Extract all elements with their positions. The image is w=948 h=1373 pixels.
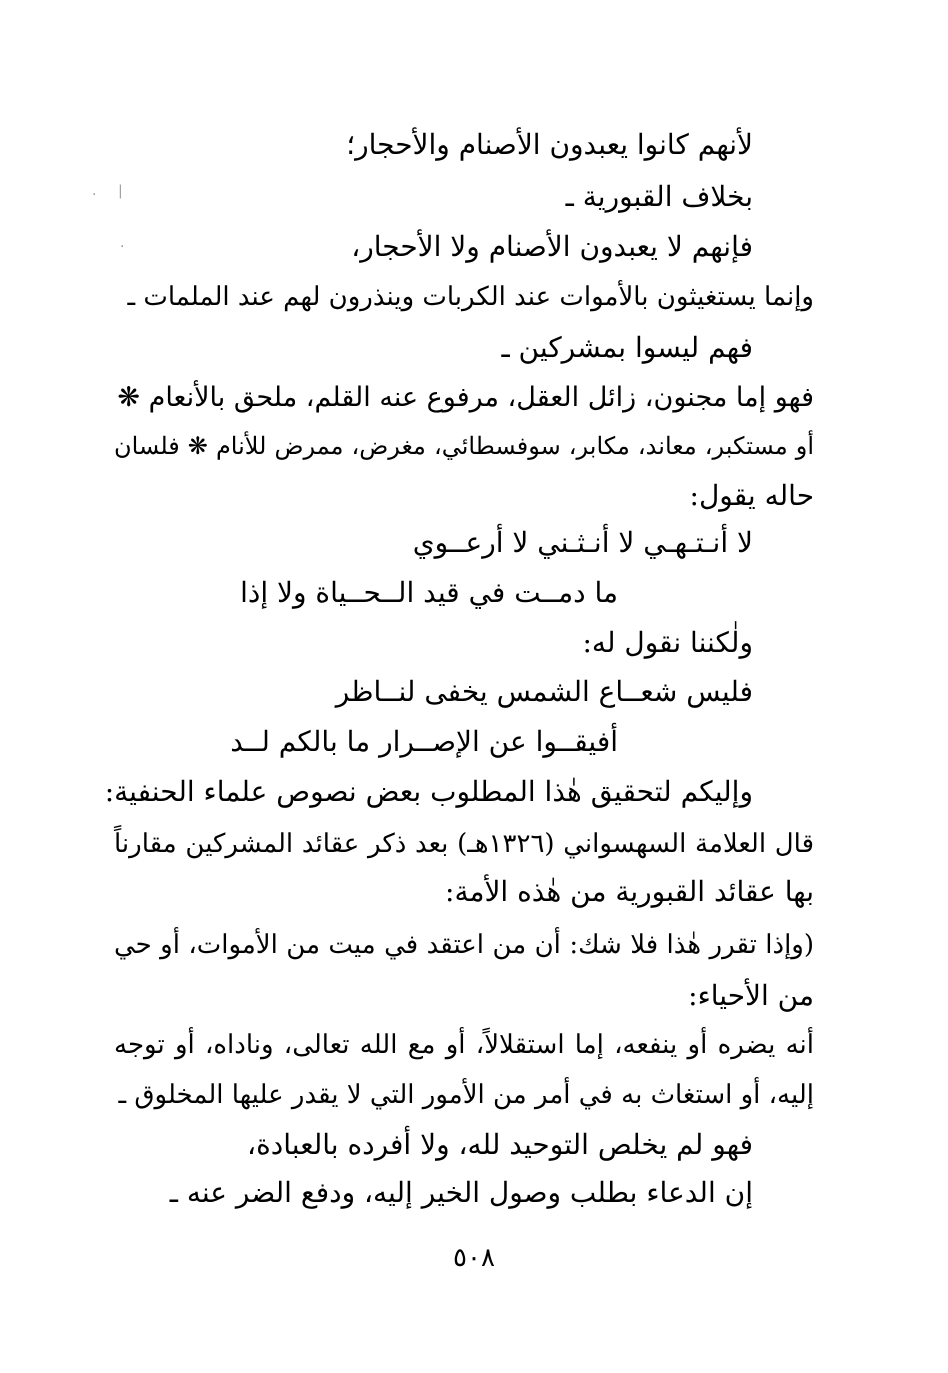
- page-number: ٥٠٨: [453, 1243, 495, 1273]
- text-line: فهو لم يخلص التوحيد لله، ولا أفرده بالعبادة،: [247, 1128, 753, 1161]
- text-line: قال العلامة السهسواني (١٣٢٦هـ) بعد ذكر عقائد المشركين مقارناً: [114, 829, 814, 859]
- text-line: فهو إما مجنون، زائل العقل، مرفوع عنه القلم، ملحق بالأنعام ❋: [117, 382, 814, 413]
- text-line: وإليكم لتحقيق هٰذا المطلوب بعض نصوص علماء الحنفية:: [104, 775, 753, 808]
- poem-verse: أفيقــوا عن الإصــرار ما بالكم لــد: [230, 725, 618, 758]
- poem-verse: لا أنـتـهـي لا أنـثـني لا أرعــوي: [412, 526, 753, 559]
- poem-verse: فليس شعــاع الشمس يخفى لنــاظر: [335, 675, 753, 708]
- text-line: وإنما يستغيثون بالأموات عند الكربات وينذرون لهم عند الملمات ـ: [127, 282, 814, 312]
- text-line: حاله يقول:: [689, 479, 814, 512]
- poem-verse: ما دمــت في قيد الــحــياة ولا إذا: [240, 576, 618, 609]
- text-line: إن الدعاء بطلب وصول الخير إليه، ودفع الضر عنه ـ: [169, 1176, 753, 1209]
- text-line: إليه، أو استغاث به في أمر من الأمور التي لا يقدر عليها المخلوق ـ: [118, 1080, 814, 1110]
- text-line: بها عقائد القبورية من هٰذه الأمة:: [445, 875, 814, 908]
- text-line: ولٰكننا نقول له:: [582, 626, 753, 659]
- text-line: فهم ليسوا بمشركين ـ: [501, 331, 753, 364]
- scan-speck: ·: [120, 239, 125, 255]
- text-line: فإنهم لا يعبدون الأصنام ولا الأحجار،: [351, 230, 753, 263]
- scan-speck: |: [118, 183, 123, 199]
- text-line: من الأحياء:: [688, 979, 814, 1012]
- scan-speck: ·: [92, 187, 97, 203]
- text-line: أنه يضره أو ينفعه، إما استقلالاً، أو مع الله تعالى، وناداه، أو توجه: [114, 1030, 814, 1060]
- text-line: لأنهم كانوا يعبدون الأصنام والأحجار؛: [346, 128, 753, 161]
- text-line: (وإذا تقرر هٰذا فلا شك: أن من اعتقد في ميت من الأموات، أو حي: [114, 930, 814, 960]
- text-line: أو مستكبر، معاند، مكابر، سوفسطائي، مغرض، ممرض للأنام ❋ فلسان: [114, 432, 814, 460]
- text-line: بخلاف القبورية ـ: [565, 180, 753, 213]
